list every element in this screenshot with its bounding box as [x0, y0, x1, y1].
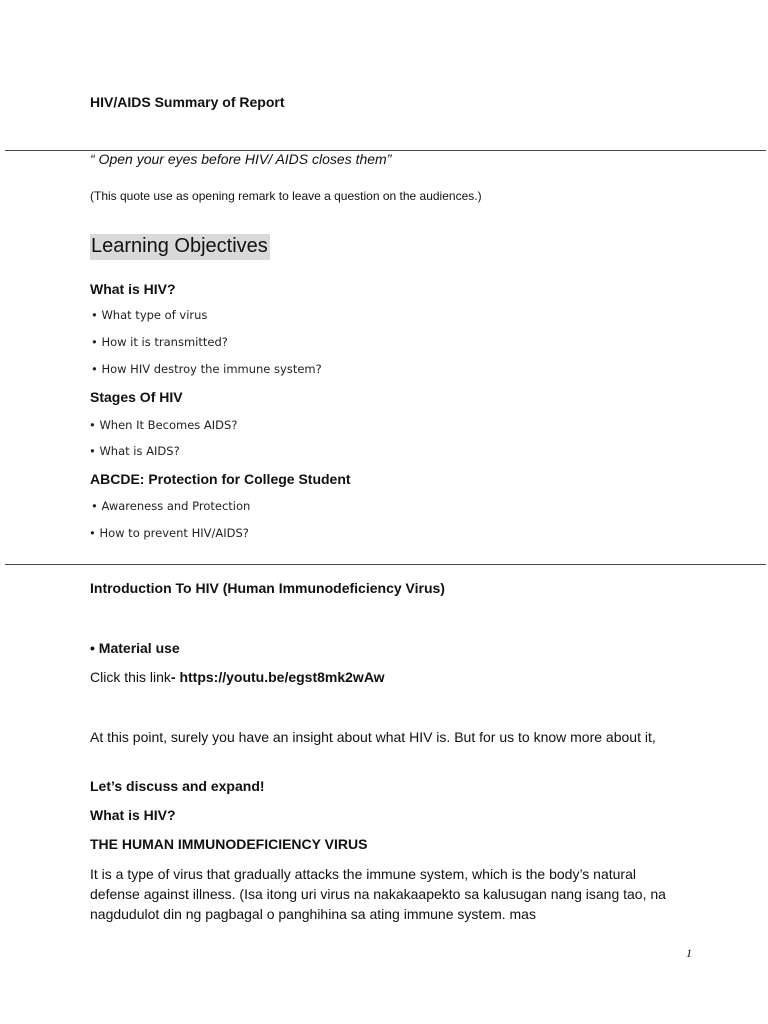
objective-item: • When It Becomes AIDS? — [89, 418, 238, 432]
virus-heading: THE HUMAN IMMUNODEFICIENCY VIRUS — [90, 836, 368, 852]
quote-note: (This quote use as opening remark to leave a question on the audiences.) — [90, 189, 482, 203]
material-use-label: • Material use — [90, 640, 180, 656]
insight-paragraph: At this point, surely you have an insight about what HIV is. But for us to know more about it, — [90, 729, 656, 745]
definition-paragraph: It is a type of virus that gradually attacks the immune system, which is the body’s natural defense against illness. (Isa itong uri virus na nakakaapekto sa kalusugan nang isang tao, na nagdudulot din ng pagbagal o panghihina sa ating immune system. mas — [90, 866, 666, 922]
page-number: 1 — [686, 946, 692, 960]
objective-heading-abcde: ABCDE: Protection for College Student — [90, 471, 351, 487]
objective-item: • How it is transmitted? — [91, 335, 228, 349]
video-link-line — [90, 669, 385, 685]
divider-bottom — [5, 564, 766, 565]
what-is-hiv-heading: What is HIV? — [90, 807, 176, 823]
objective-item: • How to prevent HIV/AIDS? — [89, 526, 249, 540]
objective-item: • What type of virus — [91, 308, 208, 322]
objective-heading-stages: Stages Of HIV — [90, 389, 183, 405]
introduction-heading: Introduction To HIV (Human Immunodeficiency Virus) — [90, 580, 445, 596]
discuss-line: Let’s discuss and expand! — [90, 778, 265, 794]
objective-heading-what-is-hiv: What is HIV? — [90, 281, 176, 297]
opening-quote: “ Open your eyes before HIV/ AIDS closes them” — [90, 151, 392, 167]
learning-objectives-heading: Learning Objectives — [90, 234, 270, 260]
video-link[interactable]: - https://youtu.be/egst8mk2wAw — [170, 669, 385, 685]
document-title: HIV/AIDS Summary of Report — [90, 94, 285, 110]
objective-item: • Awareness and Protection — [91, 499, 251, 513]
objective-item: • How HIV destroy the immune system? — [91, 362, 322, 376]
link-prefix: Click this link — [90, 669, 171, 685]
objective-item: • What is AIDS? — [89, 444, 180, 458]
